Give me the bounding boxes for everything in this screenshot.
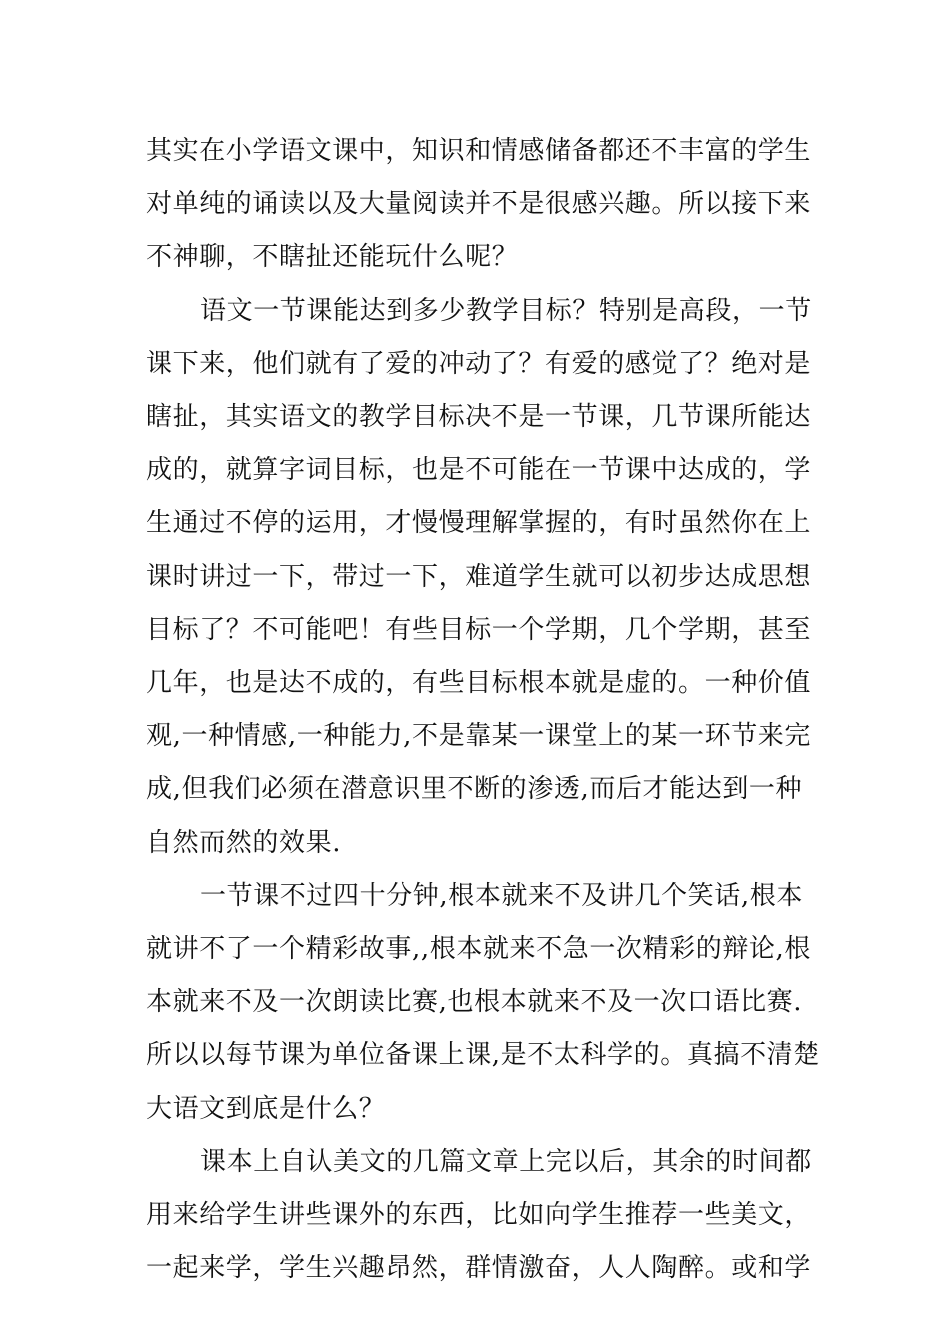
text-line: 用来给学生讲些课外的东西，比如向学生推荐一些美文， — [146, 1200, 812, 1230]
text-line: 语文一节课能达到多少教学目标？特别是高段，一节 — [200, 295, 812, 326]
text-line: 生通过不停的运用，才慢慢理解掌握的，有时虽然你在上 — [146, 508, 812, 539]
text-line: 成,但我们必须在潜意识里不断的渗透,而后才能达到一种 — [146, 774, 803, 805]
text-line: 一起来学，学生兴趣昂然，群情激奋，人人陶醉。或和学 — [146, 1253, 812, 1284]
text-line: 自然而然的效果. — [146, 827, 342, 858]
text-line: 观,一种情感,一种能力,不是靠某一课堂上的某一环节来完 — [146, 721, 811, 752]
text-line: 不神聊，不瞎扯还能玩什么呢？ — [146, 242, 519, 273]
text-line: 成的，就算字词目标，也是不可能在一节课中达成的，学 — [146, 455, 812, 486]
text-line: 课下来，他们就有了爱的冲动了？有爱的感觉了？绝对是 — [146, 348, 812, 379]
text-line: 其实在小学语文课中，知识和情感储备都还不丰富的学生 — [146, 136, 812, 166]
text-line: 目标了？不可能吧！有些目标一个学期，几个学期，甚至 — [146, 614, 812, 645]
text-line: 本就来不及一次朗读比赛,也根本就来不及一次口语比赛. — [146, 987, 803, 1018]
text-line: 瞎扯，其实语文的教学目标决不是一节课，几节课所能达 — [146, 402, 812, 432]
text-line: 所以以每节课为单位备课上课,是不太科学的。真搞不清楚 — [146, 1040, 820, 1071]
text-line: 课本上自认美文的几篇文章上完以后，其余的时间都 — [200, 1146, 812, 1177]
body-text — [146, 0, 820, 1344]
text-line: 就讲不了一个精彩故事,,根本就来不急一次精彩的辩论,根 — [146, 934, 811, 964]
text-line: 对单纯的诵读以及大量阅读并不是很感兴趣。所以接下来 — [146, 189, 812, 220]
text-line: 几年，也是达不成的，有些目标根本就是虚的。一种价值 — [146, 668, 812, 698]
text-line: 大语文到底是什么？ — [146, 1093, 386, 1124]
text-line: 一节课不过四十分钟,根本就来不及讲几个笑话,根本 — [200, 880, 803, 911]
text-line: 课时讲过一下，带过一下，难道学生就可以初步达成思想 — [146, 561, 812, 592]
